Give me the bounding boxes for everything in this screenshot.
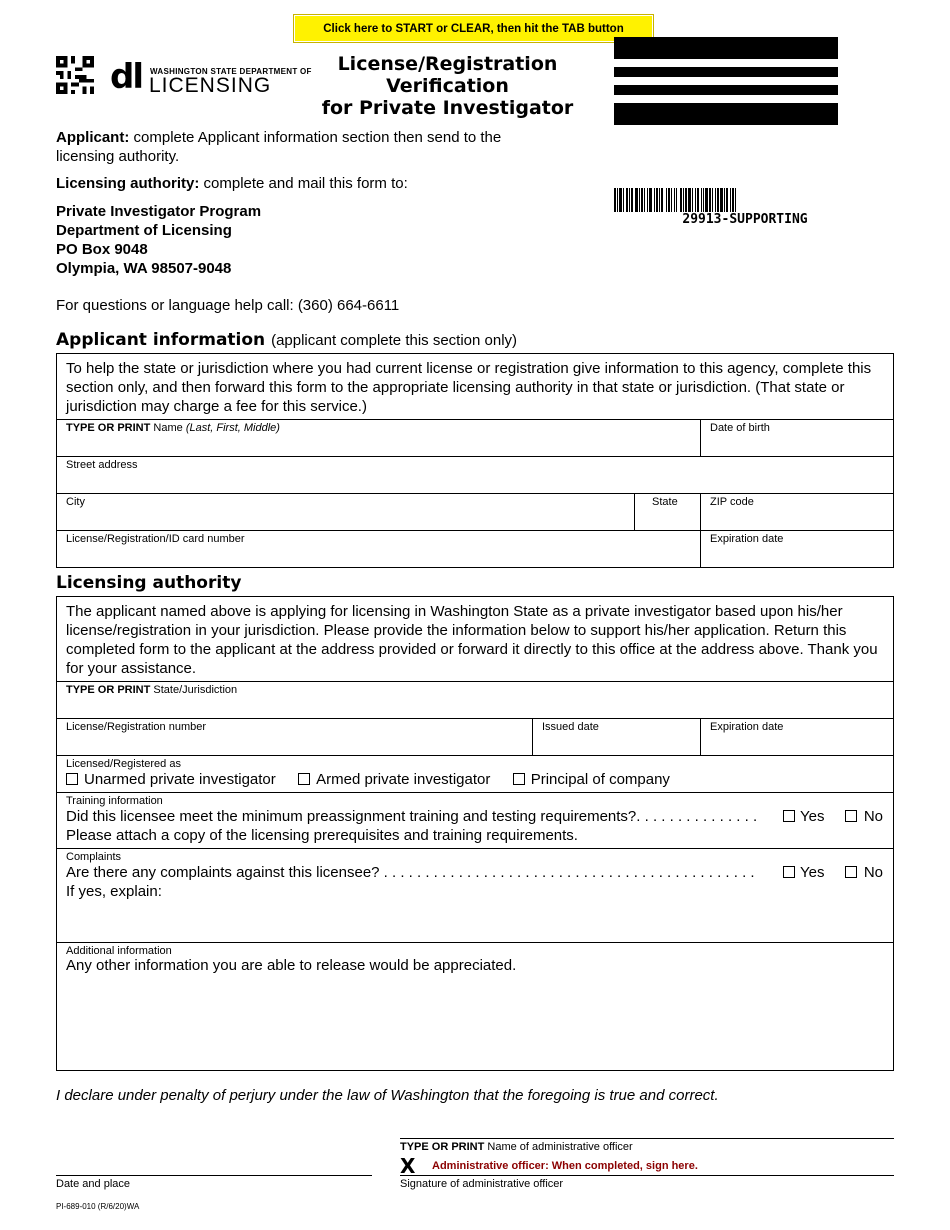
authority-text: complete and mail this form to: — [199, 175, 408, 192]
type-or-print-label: TYPE OR PRINT — [66, 422, 151, 434]
street-label: Street address — [66, 459, 138, 471]
training-note: Please attach a copy of the licensing prerequisites and training requirements. — [66, 827, 578, 844]
training-label: Training information — [66, 795, 163, 807]
header-black-bar — [614, 103, 838, 125]
principal-checkbox[interactable] — [513, 773, 525, 785]
officer-name-label: Name of administrative officer — [487, 1141, 633, 1153]
authority-expiration-field[interactable] — [700, 719, 893, 755]
state-field[interactable] — [634, 494, 700, 530]
title-line-2: Verification — [386, 75, 509, 97]
officer-name-field[interactable] — [400, 1141, 633, 1153]
applicant-info-box — [56, 353, 894, 568]
signature-x-icon: X — [400, 1154, 416, 1178]
header-black-bar — [614, 85, 838, 95]
signature-label: Signature of administrative officer — [400, 1178, 564, 1190]
jurisdiction-row — [57, 681, 893, 718]
type-or-print-label: TYPE OR PRINT — [400, 1141, 485, 1153]
name-label: Name — [153, 422, 183, 434]
training-yes-checkbox[interactable] — [783, 810, 795, 822]
street-row — [57, 456, 893, 493]
address-line: PO Box 9048 — [56, 241, 148, 258]
dob-field[interactable] — [700, 420, 893, 456]
help-phone: For questions or language help call: (360) 664-6611 — [56, 297, 400, 314]
jurisdiction-label: State/Jurisdiction — [153, 684, 238, 696]
date-place-label: Date and place — [56, 1178, 130, 1190]
complaints-yes-checkbox[interactable] — [783, 866, 795, 878]
training-yes-label: Yes — [800, 808, 825, 825]
authority-expiration-label: Expiration date — [710, 721, 784, 733]
dol-logo-icon: dl — [110, 57, 142, 97]
additional-info-row[interactable] — [57, 942, 893, 1070]
complaints-explain: If yes, explain: — [66, 883, 162, 900]
zip-field[interactable] — [700, 494, 893, 530]
signature-line[interactable] — [400, 1175, 894, 1176]
armed-checkbox[interactable] — [298, 773, 310, 785]
header-black-bar — [614, 37, 838, 59]
unarmed-label: Unarmed private investigator — [84, 771, 276, 788]
complaints-no-checkbox[interactable] — [845, 866, 857, 878]
logo-licensing-word: LICENSING — [149, 74, 272, 97]
authority-section-title: Licensing authority — [56, 573, 242, 593]
title-line-3: for Private Investigator — [321, 97, 574, 119]
city-label: City — [66, 496, 85, 508]
license-number-label: License/Registration number — [66, 721, 207, 733]
officer-name-line — [400, 1138, 894, 1139]
license-id-field[interactable] — [57, 531, 700, 567]
barcode-icon — [614, 188, 876, 212]
authority-bold: Licensing authority: — [56, 175, 200, 192]
additional-info-label: Additional information — [66, 945, 172, 957]
complaints-label: Complaints — [66, 851, 122, 863]
applicant-instructions — [56, 128, 536, 166]
training-row — [57, 792, 893, 848]
declaration: I declare under penalty of perjury under the law of Washington that the foregoing is true and correct. — [56, 1087, 719, 1104]
type-or-print-label: TYPE OR PRINT — [66, 684, 151, 696]
page-title — [300, 53, 595, 119]
name-field[interactable] — [57, 420, 700, 456]
name-row — [57, 419, 893, 456]
city-row — [57, 493, 893, 530]
date-place-line — [56, 1175, 372, 1176]
city-field[interactable] — [57, 494, 634, 530]
qr-code-icon — [56, 56, 94, 94]
name-hint: (Last, First, Middle) — [185, 422, 280, 434]
mailing-address — [56, 202, 261, 278]
start-clear-button[interactable]: Click here to START or CLEAR, then hit the TAB button — [293, 14, 654, 43]
authority-instructions — [56, 174, 408, 193]
header-black-bar — [614, 67, 838, 77]
principal-label: Principal of company — [530, 771, 670, 788]
address-line: Department of Licensing — [56, 222, 232, 239]
complaints-question: Are there any complaints against this licensee? . . . . . . . . . . . . . . . . . . . . . . . . . . . . . . . . . . . . . . . . . . . . . — [66, 864, 755, 881]
complaints-yes-label: Yes — [800, 864, 825, 881]
complaints-row[interactable] — [57, 848, 893, 942]
complaints-no-label: No — [863, 864, 884, 881]
applicant-title: Applicant information — [56, 330, 266, 350]
licensed-as-label: Licensed/Registered as — [66, 758, 181, 770]
applicant-intro: To help the state or jurisdiction where you had current license or registration give information to this agency, complete this section only, and then forward this form to the appropriate licensing authority in that state or jurisdiction. (That state or jurisdiction may charge a fee for this service.) — [66, 360, 872, 415]
license-number-field[interactable] — [57, 719, 532, 755]
armed-label: Armed private investigator — [316, 771, 491, 788]
applicant-expiration-field[interactable] — [700, 531, 893, 567]
additional-info-text: Any other information you are able to release would be appreciated. — [66, 957, 517, 974]
state-label: State — [652, 496, 678, 508]
applicant-expiration-label: Expiration date — [710, 533, 784, 545]
logo-agency-line: WASHINGTON STATE DEPARTMENT OF — [150, 67, 312, 76]
address-line: Olympia, WA 98507-9048 — [56, 260, 232, 277]
applicant-subtitle: (applicant complete this section only) — [271, 332, 518, 349]
license-id-label: License/Registration/ID card number — [66, 533, 245, 545]
jurisdiction-field[interactable] — [57, 682, 893, 718]
training-no-checkbox[interactable] — [845, 810, 857, 822]
license-row — [57, 530, 893, 567]
authority-box — [56, 596, 894, 1071]
dob-label: Date of birth — [710, 422, 770, 434]
applicant-section-title — [56, 330, 517, 350]
licensed-as-row — [57, 755, 893, 792]
authority-intro: The applicant named above is applying for licensing in Washington State as a private investigator based upon his/her license/registration in your jurisdiction. Please provide the information below to support his/her application. Return this completed form to the applicant at the address provided or forward it directly to this office at the address above. Thank you for your assistance. — [66, 603, 878, 677]
issued-date-field[interactable] — [532, 719, 700, 755]
issued-date-label: Issued date — [542, 721, 599, 733]
applicant-text: complete Applicant information section then send to the licensing authority. — [56, 129, 502, 165]
zip-label: ZIP code — [710, 496, 754, 508]
street-field[interactable] — [57, 457, 893, 493]
form-number: PI-689-010 (R/6/20)WA — [56, 1202, 140, 1211]
training-no-label: No — [863, 808, 884, 825]
title-line-1: License/Registration — [337, 53, 558, 75]
license-number-row — [57, 718, 893, 755]
training-question: Did this licensee meet the minimum preassignment training and testing requirements?. . . . . . . . . . . . . . . — [66, 808, 758, 825]
unarmed-checkbox[interactable] — [66, 773, 78, 785]
sign-here-note: Administrative officer: When completed, sign here. — [432, 1160, 698, 1172]
applicant-bold: Applicant: — [56, 129, 130, 146]
address-line: Private Investigator Program — [56, 203, 262, 220]
barcode-text: 29913-SUPPORTING — [682, 212, 808, 227]
